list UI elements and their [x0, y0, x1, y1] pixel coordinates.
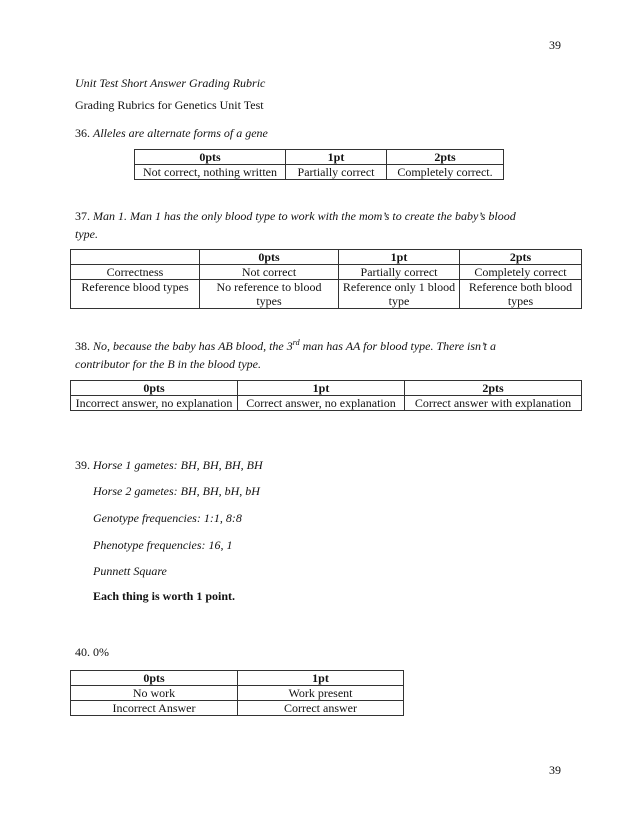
q38-cell: Correct answer, no explanation: [238, 396, 405, 411]
q37-text: [75, 208, 516, 224]
q37-cell: Completely correct: [460, 265, 582, 280]
q37-cell: Not correct: [200, 265, 339, 280]
q36-cell: Not correct, nothing written: [135, 165, 286, 180]
q40-cell: Correct answer: [238, 701, 404, 716]
q37-cell: Reference only 1 blood type: [339, 280, 460, 309]
q39-text: [75, 457, 263, 473]
q40-cell: Work present: [238, 686, 404, 701]
q39-line1: Horse 1 gametes: BH, BH, BH, BH: [93, 458, 263, 472]
q38-header-1: 1pt: [238, 381, 405, 396]
q37-header-2: 1pt: [339, 250, 460, 265]
q38-cell: Incorrect answer, no explanation: [71, 396, 238, 411]
q37-rubric-table: [70, 249, 582, 309]
q40-number: 40.: [75, 645, 90, 659]
q38-answer-b: man has AA for blood type. There isn’t a: [299, 339, 497, 353]
q39-note: Each thing is worth 1 point.: [93, 589, 236, 603]
q37-cell: No reference to blood types: [200, 280, 339, 309]
page-number-top: 39: [549, 38, 561, 52]
q39-line5: Punnett Square: [93, 564, 167, 578]
q36-rubric-table: [134, 149, 504, 180]
q39-number: 39.: [75, 458, 90, 472]
q36-header-0: 0pts: [135, 150, 286, 165]
q36-cell: Partially correct: [286, 165, 387, 180]
q38-rubric-table: [70, 380, 582, 411]
rubric-subheading: Grading Rubrics for Genetics Unit Test: [75, 98, 264, 112]
q37-answer-cont: type.: [75, 227, 98, 241]
q39-line2: Horse 2 gametes: BH, BH, bH, bH: [93, 484, 260, 498]
q38-answer-cont: contributor for the B in the blood type.: [75, 357, 261, 371]
q37-cell: Reference blood types: [71, 280, 200, 309]
page-number-bottom: 39: [549, 763, 561, 777]
q37-cell: Correctness: [71, 265, 200, 280]
q40-header-0: 0pts: [71, 671, 238, 686]
q38-number: 38.: [75, 339, 90, 353]
q37-header-0: [71, 250, 200, 265]
q38-text: [75, 338, 496, 354]
q36-number: 36.: [75, 126, 90, 140]
q38-answer: No, because the baby has AB blood, the 3: [93, 339, 293, 353]
q36-header-2: 2pts: [387, 150, 504, 165]
q36-cell: Completely correct.: [387, 165, 504, 180]
q36-answer: Alleles are alternate forms of a gene: [93, 126, 268, 140]
q37-answer: Man 1. Man 1 has the only blood type to work with the mom’s to create the baby’s blood: [93, 209, 516, 223]
q38-cell: Correct answer with explanation: [405, 396, 582, 411]
q37-cell: Partially correct: [339, 265, 460, 280]
q39-line4: Phenotype frequencies: 16, 1: [93, 538, 233, 552]
q36-text: [75, 125, 268, 141]
q37-header-1: 0pts: [200, 250, 339, 265]
q38-header-2: 2pts: [405, 381, 582, 396]
q37-header-3: 2pts: [460, 250, 582, 265]
q40-rubric-table: [70, 670, 404, 716]
q40-cell: No work: [71, 686, 238, 701]
q39-line3: Genotype frequencies: 1:1, 8:8: [93, 511, 242, 525]
q37-number: 37.: [75, 209, 90, 223]
q40-header-1: 1pt: [238, 671, 404, 686]
q40-cell: Incorrect Answer: [71, 701, 238, 716]
q36-header-1: 1pt: [286, 150, 387, 165]
q38-header-0: 0pts: [71, 381, 238, 396]
q40-text: [75, 644, 109, 660]
q38-answer-sup: rd: [292, 338, 300, 347]
q40-answer: 0%: [93, 645, 109, 659]
q37-cell: Reference both blood types: [460, 280, 582, 309]
rubric-heading: Unit Test Short Answer Grading Rubric: [75, 76, 266, 90]
